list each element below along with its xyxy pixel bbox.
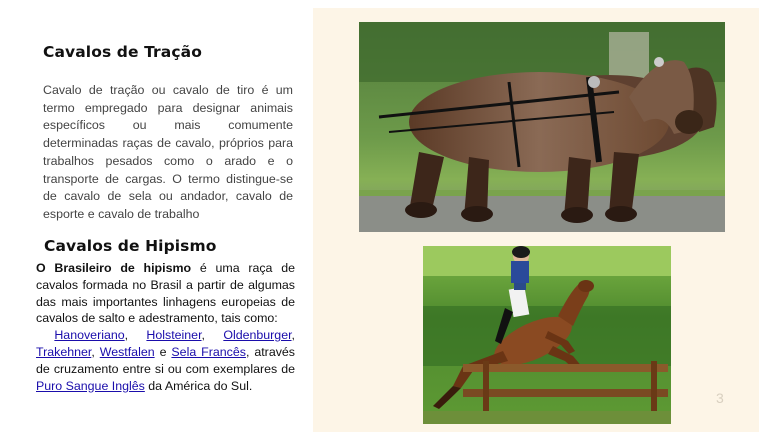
separator: ,	[91, 344, 100, 359]
section-title-hipismo: Cavalos de Hipismo	[44, 237, 217, 255]
link-westfalen[interactable]: Westfalen	[99, 344, 155, 359]
link-holsteiner[interactable]: Holsteiner	[146, 328, 202, 343]
paragraph-text: de salto e adestramento, tais como:	[78, 311, 278, 326]
paragraph-text: é uma raça de cavalos formada no Brasil a partir de algumas das mais importantes linhagens europeias de	[36, 261, 295, 309]
draft-horses-photo	[359, 22, 725, 232]
show-jumping-photo	[423, 246, 671, 424]
section-title-tracao: Cavalos de Tração	[43, 43, 202, 61]
breed-name: O Brasileiro de hipismo	[36, 261, 192, 275]
separator: ,	[201, 328, 224, 343]
separator: e	[154, 344, 172, 359]
paragraph-text: cavalos	[36, 311, 79, 326]
link-hanoveriano[interactable]: Hanoveriano	[54, 328, 125, 343]
link-trakehner[interactable]: Trakehner	[36, 344, 92, 359]
link-sela-frances[interactable]: Sela Francês	[171, 344, 246, 359]
separator: ,	[124, 328, 147, 343]
page-number: 3	[716, 390, 724, 406]
link-oldenburger[interactable]: Oldenburger	[223, 328, 292, 343]
paragraph-text: , através de cruzamento entre si ou com exemplares de	[36, 344, 295, 376]
tracao-paragraph: Cavalo de tração ou cavalo de tiro é um termo empregado para designar animais específicos ou mais comumente determinadas raças de cavalo, próprios para trabalhos pesados como o arado e o transporte de cargas. O termo distingue-se de cavalo de sela ou andador, cavalo de esporte e cavalo de trabalho	[43, 83, 293, 221]
paragraph-text: da América do Sul.	[144, 378, 253, 393]
hipismo-paragraph	[36, 260, 295, 394]
link-puro-sangue-ingles[interactable]: Puro Sangue Inglês	[36, 378, 145, 393]
separator: ,	[291, 328, 295, 343]
